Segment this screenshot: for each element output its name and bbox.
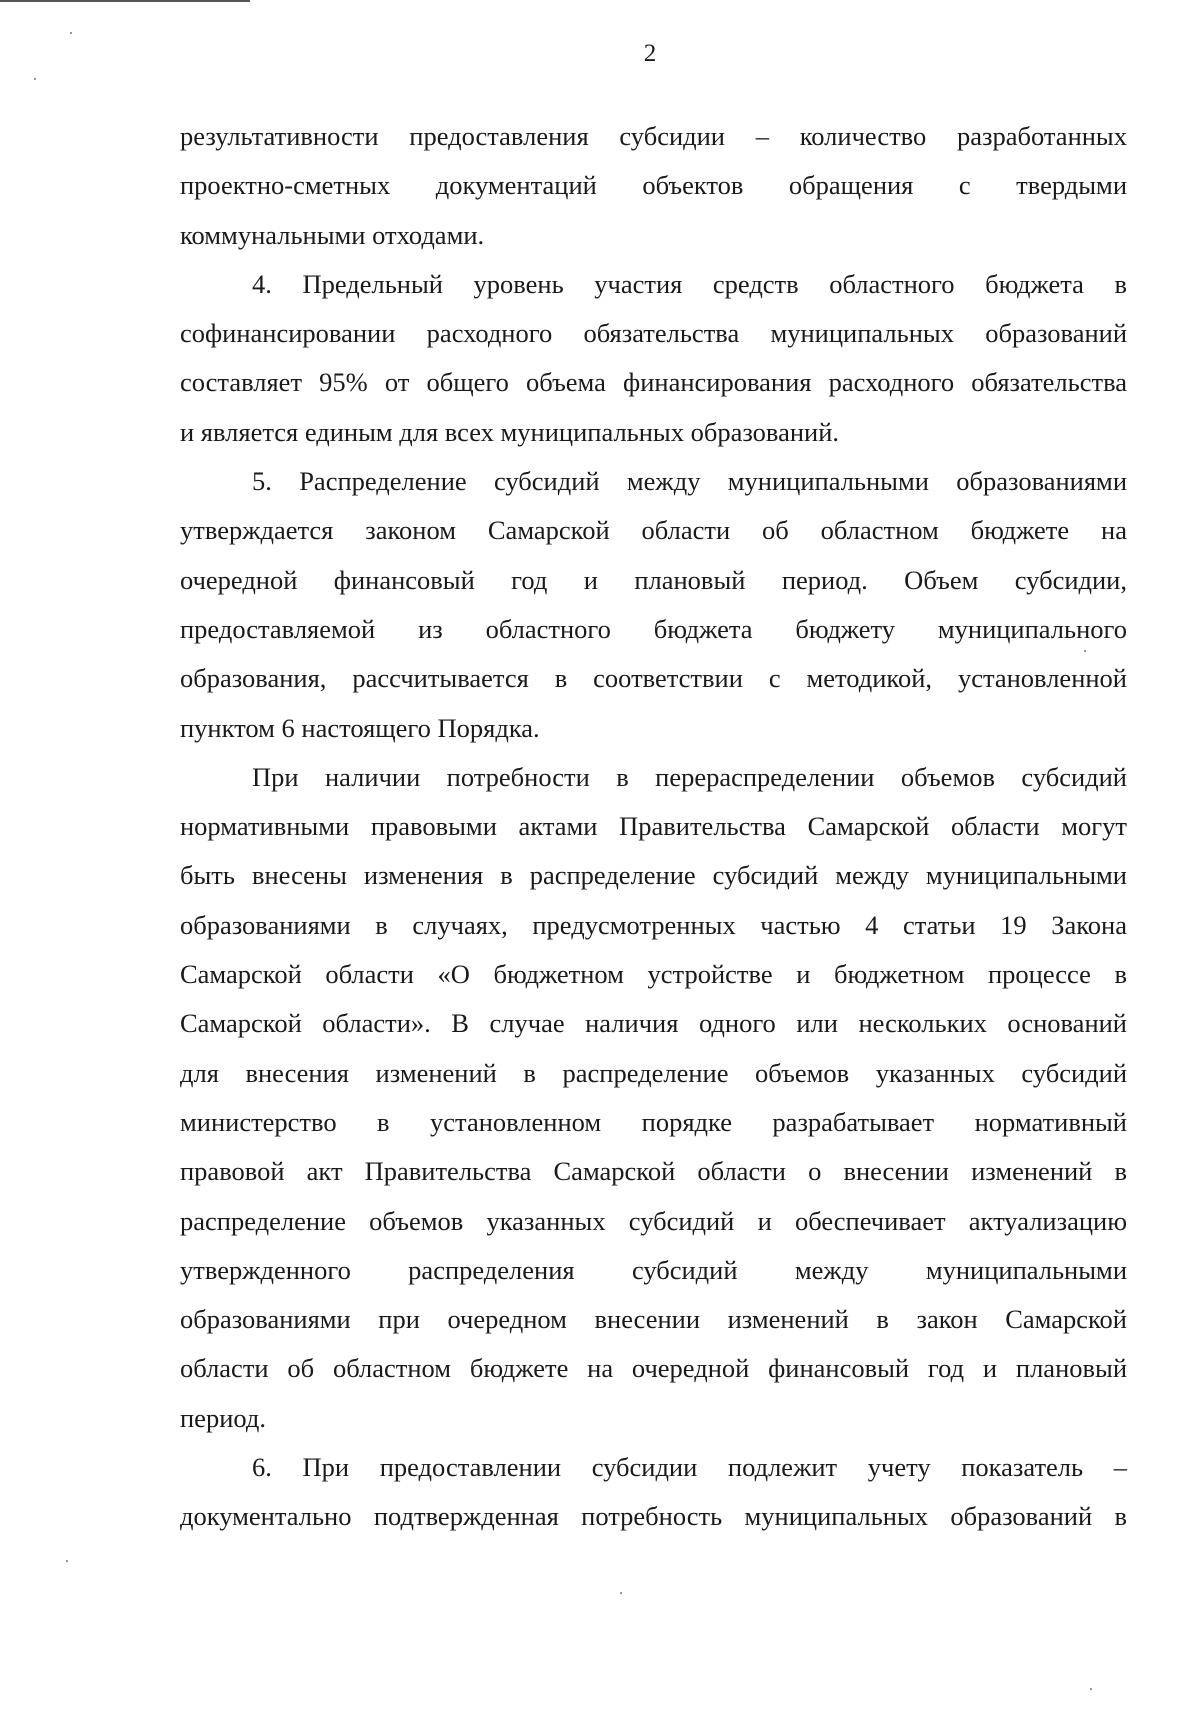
paragraph [180,1443,1127,1542]
paragraph [180,260,1127,457]
text-line: очередной финансовый год и плановый период. Объем субсидии, [180,564,1127,595]
text-line: утверждается законом Самарской области об областном бюджете на [180,515,1127,546]
paragraph [180,112,1127,260]
text-line: 6. При предоставлении субсидии подлежит учету показатель – [252,1452,1127,1483]
text-line: и является единым для всех муниципальных образований. [180,416,840,447]
text-line: быть внесены изменения в распределение субсидий между муниципальными [180,860,1127,891]
text-line: пунктом 6 настоящего Порядка. [180,712,540,743]
text-line: министерство в установленном порядке разрабатывает нормативный [180,1106,1127,1137]
text-line: коммунальными отходами. [180,219,485,250]
text-line: период. [180,1402,266,1433]
text-line: Самарской области «О бюджетном устройстве и бюджетном процессе в [180,959,1127,990]
text-line: образования, рассчитывается в соответствии с методикой, установленной [180,663,1127,694]
text-line: распределение объемов указанных субсидий и обеспечивает актуализацию [180,1205,1127,1236]
page-number: 2 [643,40,657,67]
scan-speck [66,1560,68,1562]
scan-speck [70,32,72,34]
paragraph [180,457,1127,753]
paragraph [180,753,1127,1443]
scan-speck [1090,1688,1092,1690]
top-scan-rule [0,0,250,2]
document-body [180,112,1127,1542]
text-line: Самарской области». В случае наличия одного или нескольких оснований [180,1008,1127,1039]
text-line: предоставляемой из областного бюджета бюджету муниципального [180,613,1127,644]
text-line: 4. Предельный уровень участия средств областного бюджета в [252,268,1127,299]
text-line: При наличии потребности в перераспределении объемов субсидий [252,761,1127,792]
scan-speck [620,1592,622,1594]
text-line: образованиями в случаях, предусмотренных частью 4 статьи 19 Закона [180,909,1127,940]
text-line: проектно-сметных документаций объектов обращения с твердыми [180,170,1127,201]
text-line: области об областном бюджете на очередной финансовый год и плановый [180,1353,1127,1384]
text-line: образованиями при очередном внесении изменений в закон Самарской [180,1304,1127,1335]
text-line: 5. Распределение субсидий между муниципальными образованиями [252,466,1127,497]
text-line: софинансировании расходного обязательства муниципальных образований [180,318,1127,349]
text-line: утвержденного распределения субсидий между муниципальными [180,1254,1127,1285]
text-line: составляет 95% от общего объема финансирования расходного обязательства [180,367,1127,398]
scan-speck [1084,650,1086,652]
text-line: для внесения изменений в распределение объемов указанных субсидий [180,1057,1127,1088]
scan-speck [34,78,36,80]
text-line: результативности предоставления субсидии – количество разработанных [180,121,1127,151]
text-line: нормативными правовыми актами Правительства Самарской области могут [180,811,1127,842]
text-line: правовой акт Правительства Самарской области о внесении изменений в [180,1156,1127,1187]
text-line: документально подтвержденная потребность муниципальных образований в [180,1501,1127,1532]
